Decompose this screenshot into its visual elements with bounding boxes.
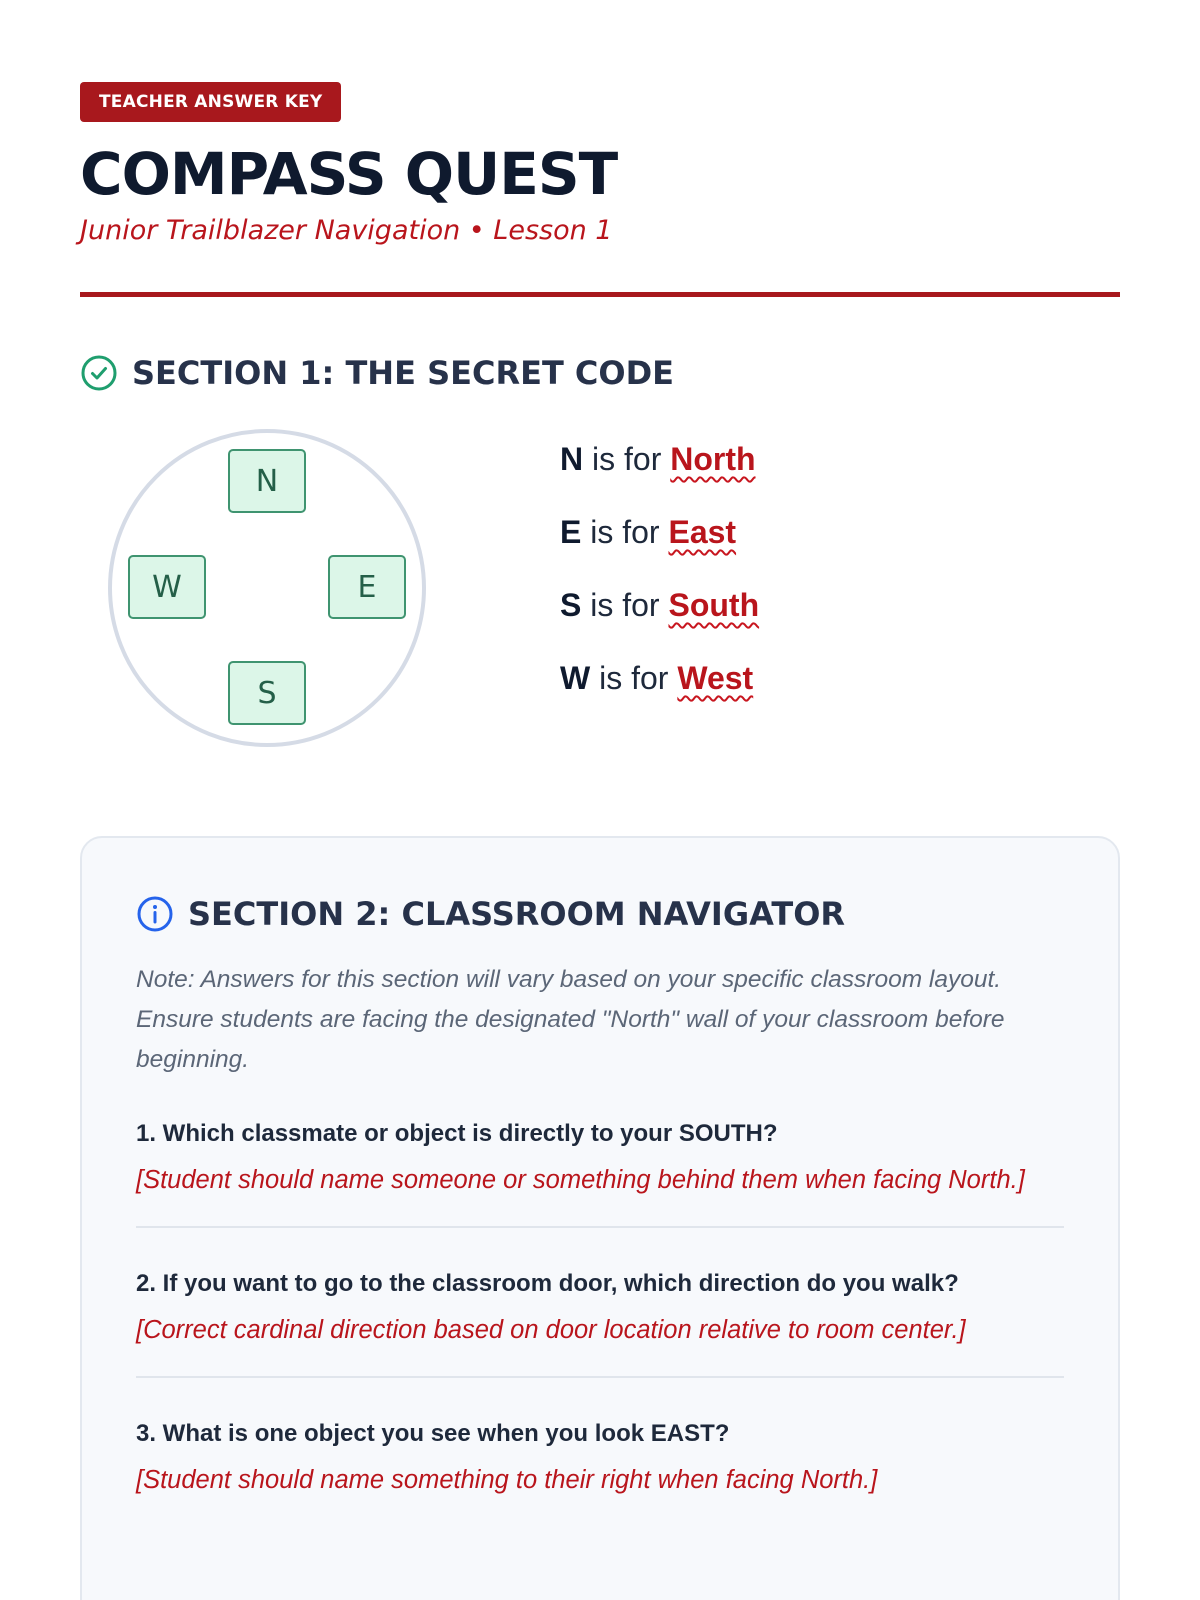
question-divider: [136, 1226, 1064, 1228]
definition-letter: S: [560, 587, 582, 623]
header-divider: [80, 292, 1120, 297]
compass-key-east: E: [328, 555, 406, 619]
section-2-card: [80, 836, 1120, 1600]
teacher-note: Note: Answers for this section will vary based on your specific classroom layout. Ensure students are facing the designated "North" wall of your classroom before beginning.: [136, 966, 1005, 1073]
section-1-title: SECTION 1: THE SECRET CODE: [132, 354, 675, 392]
definition-letter: E: [560, 514, 582, 550]
definition-answer: East: [668, 514, 737, 550]
definition-connector: is for: [590, 514, 660, 550]
info-circle-icon: [136, 895, 174, 933]
answer-text: [Student should name someone or something behind them when facing North.]: [136, 1166, 1025, 1194]
compass-key-south: S: [228, 661, 306, 725]
answer-text: [Correct cardinal direction based on door location relative to room center.]: [136, 1316, 966, 1344]
secret-code-area: [80, 415, 1120, 795]
direction-definitions: [560, 437, 759, 729]
answer-key-badge: TEACHER ANSWER KEY: [80, 82, 341, 122]
compass-key-north: N: [228, 449, 306, 513]
definition-letter: W: [560, 660, 591, 696]
compass-key-west: W: [128, 555, 206, 619]
definition-answer: South: [668, 587, 760, 623]
question-divider: [136, 1376, 1064, 1378]
check-circle-icon: [80, 354, 118, 392]
definition-answer: West: [677, 660, 754, 696]
section-2-title: SECTION 2: CLASSROOM NAVIGATOR: [188, 895, 846, 933]
answer-text: [Student should name something to their right when facing North.]: [136, 1466, 878, 1494]
definition-answer: North: [670, 441, 756, 477]
page-title: COMPASS QUEST: [80, 140, 618, 208]
definition-letter: N: [560, 441, 584, 477]
definition-connector: is for: [590, 587, 660, 623]
question-text: 1. Which classmate or object is directly to your SOUTH?: [136, 1120, 778, 1147]
definition-connector: is for: [599, 660, 669, 696]
compass-diagram: [108, 429, 426, 747]
section-1-heading: [80, 353, 1120, 393]
page-subtitle: Junior Trailblazer Navigation • Lesson 1: [80, 215, 613, 246]
question-block: [136, 1418, 1064, 1526]
section-2-heading: [136, 894, 1064, 934]
definition-north: [560, 437, 759, 510]
question-block: [136, 1268, 1064, 1376]
definition-west: [560, 656, 759, 729]
definition-south: [560, 583, 759, 656]
question-text: 3. What is one object you see when you look EAST?: [136, 1420, 730, 1447]
question-block: [136, 1118, 1064, 1226]
definition-connector: is for: [592, 441, 662, 477]
question-text: 2. If you want to go to the classroom door, which direction do you walk?: [136, 1270, 959, 1297]
definition-east: [560, 510, 759, 583]
